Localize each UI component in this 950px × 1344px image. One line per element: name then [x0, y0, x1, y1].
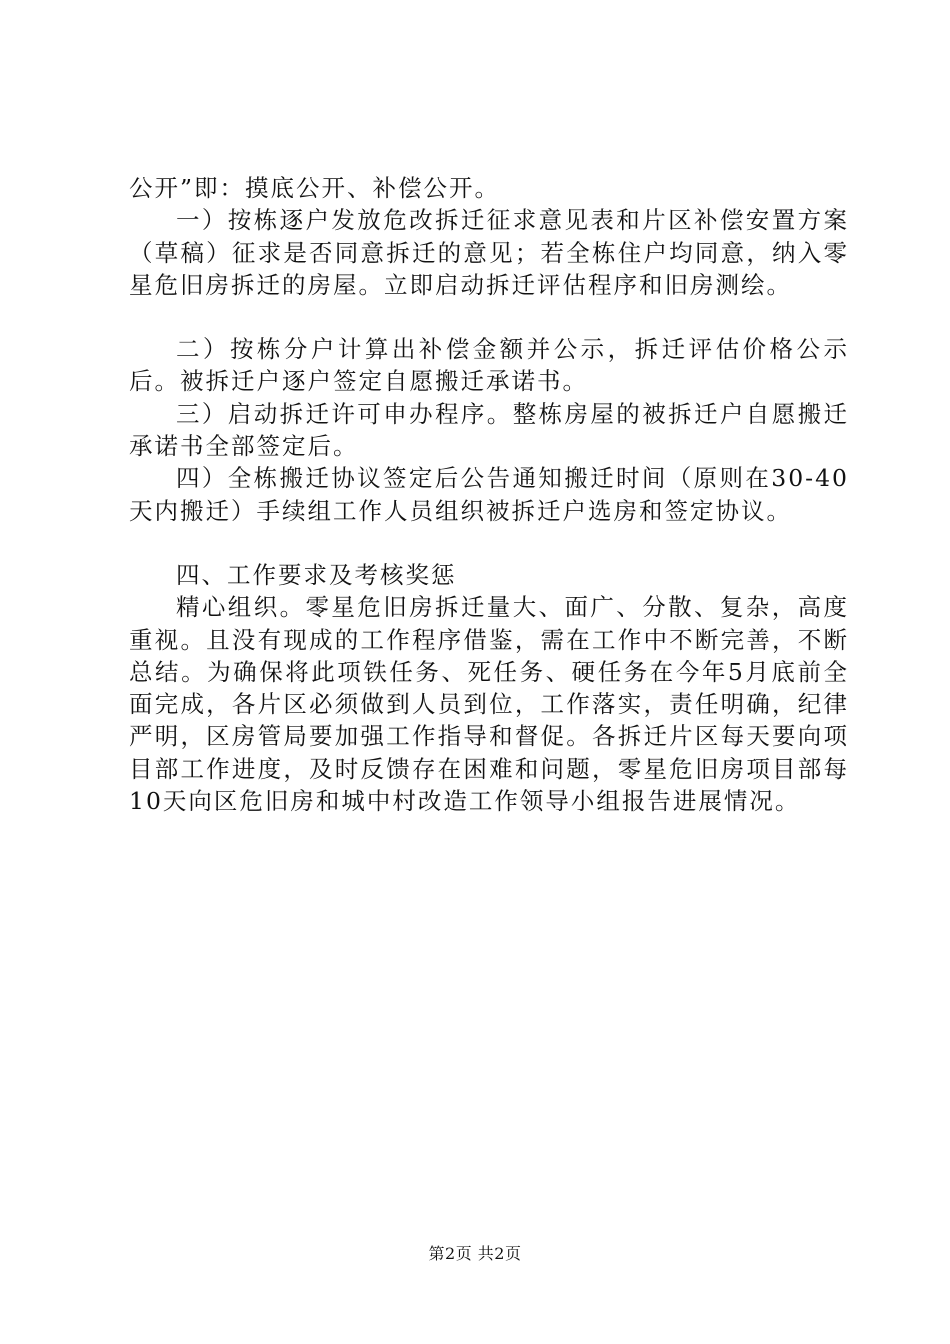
paragraph-gap	[129, 301, 849, 333]
section-heading-requirements: 四、工作要求及考核奖惩	[176, 560, 457, 589]
paragraph-step-4: 四）全栋搬迁协议签定后公告通知搬迁时间（原则在30-40天内搬迁）手续组工作人员组织被拆迁户选房和签定协议。	[129, 464, 849, 525]
paragraph-gap	[129, 527, 849, 559]
paragraph-step-2: 二）按栋分户计算出补偿金额并公示，拆迁评估价格公示后。被拆迁户逐户签定自愿搬迁承诺书。	[129, 335, 849, 396]
paragraph-disclosure: 公开”即：摸底公开、补偿公开。	[129, 174, 501, 202]
page-number-footer: 第2页 共2页	[428, 1244, 522, 1263]
paragraph-step-3: 三）启动拆迁许可申办程序。整栋房屋的被拆迁户自愿搬迁承诺书全部签定后。	[129, 399, 849, 461]
paragraph-step-1: 一）按栋逐户发放危改拆迁征求意见表和片区补偿安置方案（草稿）征求是否同意拆迁的意见；若全栋住户均同意，纳入零星危旧房拆迁的房屋。立即启动拆迁评估程序和旧房测绘。	[129, 206, 849, 299]
paragraph-organization: 精心组织。零星危旧房拆迁量大、面广、分散、复杂，高度重视。且没有现成的工作程序借鉴，需在工作中不断完善，不断总结。为确保将此项铁任务、死任务、硬任务在今年5月底前全面完成，各片区必须做到人员到位，工作落实，责任明确，纪律严明，区房管局要加强工作指导和督促。各拆迁片区每天要向项目部工作进度，及时反馈存在困难和问题，零星危旧房项目部每10天向区危旧房和城中村改造工作领导小组报告进展情况。	[129, 593, 849, 816]
document-body	[129, 172, 849, 817]
